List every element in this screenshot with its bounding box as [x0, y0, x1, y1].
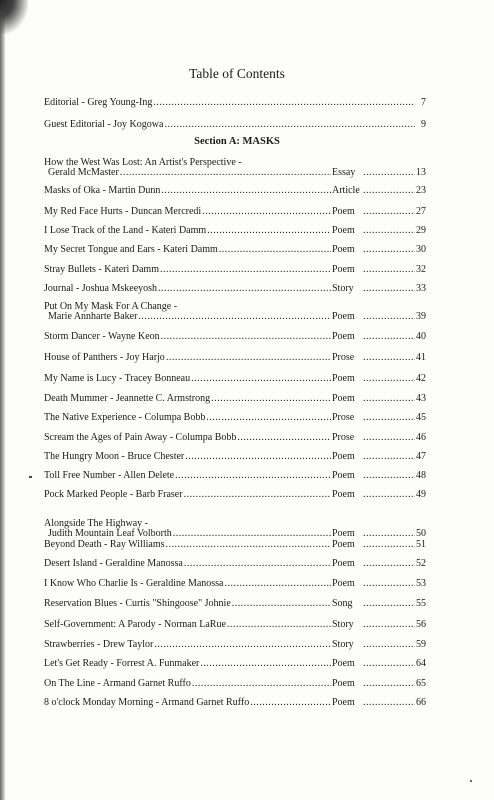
- entry-title: House of Panthers - Joy Harjo: [44, 352, 165, 363]
- entry-title: Storm Dancer - Wayne Keon: [44, 331, 160, 342]
- dot-leader: [164, 120, 415, 130]
- entry-page-number: 50: [416, 528, 426, 539]
- entry-title: Marie Annharte Baker: [48, 311, 138, 322]
- entry-title: Stray Bullets - Kateri Damm: [44, 264, 159, 275]
- dot-leader: [363, 284, 415, 294]
- toc-entry: [44, 519, 426, 539]
- dot-leader: [161, 332, 331, 342]
- dot-leader: [363, 599, 415, 609]
- entry-title: Self-Government: A Parody - Norman LaRue: [44, 619, 226, 630]
- entry-title: Scream the Ages of Pain Away - Columpa Bobb: [44, 432, 237, 443]
- entry-type: Story: [332, 283, 354, 294]
- dot-leader: [363, 413, 415, 423]
- entry-page-number: 65: [416, 678, 426, 689]
- dot-leader: [363, 207, 415, 217]
- toc-entry: [44, 413, 426, 423]
- entry-title: On The Line - Armand Garnet Ruffo: [44, 678, 191, 689]
- dot-leader: [363, 698, 415, 708]
- scan-speck: [470, 780, 472, 782]
- entry-page-number: 32: [416, 264, 426, 275]
- entry-type: Article: [332, 185, 360, 196]
- entry-page-number: 66: [416, 697, 426, 708]
- toc-entry: [44, 265, 426, 275]
- entry-title: Pock Marked People - Barb Fraser: [44, 489, 183, 500]
- page-title: Table of Contents: [189, 66, 285, 81]
- dot-leader: [175, 471, 331, 481]
- entry-type: Poem: [332, 578, 355, 589]
- dot-leader: [363, 559, 415, 569]
- dot-leader: [363, 332, 415, 342]
- toc-entry: [44, 679, 426, 689]
- dot-leader: [363, 265, 415, 275]
- entry-type: Poem: [332, 264, 355, 275]
- toc-entry: [44, 98, 426, 108]
- entry-page-number: 59: [416, 639, 426, 650]
- entry-page-number: 46: [416, 432, 426, 443]
- toc-entry: [44, 226, 426, 236]
- dot-leader: [184, 559, 331, 569]
- dot-leader: [363, 529, 415, 539]
- dot-leader: [363, 620, 415, 630]
- entry-title: Editorial - Greg Young-Ing: [44, 97, 153, 108]
- dot-leader: [219, 245, 331, 255]
- dot-leader: [363, 245, 415, 255]
- entry-type: Story: [332, 619, 354, 630]
- entry-page-number: 64: [416, 658, 426, 669]
- entry-type: Story: [332, 639, 354, 650]
- entry-type: Poem: [332, 489, 355, 500]
- toc-entry: [44, 353, 426, 363]
- dot-leader: [161, 186, 331, 196]
- toc-entry: [44, 471, 426, 481]
- entry-page-number: 7: [421, 97, 426, 108]
- toc-entry: [44, 245, 426, 255]
- entry-page-number: 53: [416, 578, 426, 589]
- entry-title: Toll Free Number - Allen Delete: [44, 470, 175, 481]
- dot-leader: [184, 490, 331, 500]
- toc-entry: [44, 207, 426, 217]
- entry-title: Death Mummer - Jeannette C. Armstrong: [44, 393, 211, 404]
- entry-title: Beyond Death - Ray Williams: [44, 539, 165, 550]
- dot-leader: [158, 284, 331, 294]
- entry-type: Poem: [332, 470, 355, 481]
- toc-entry: [44, 490, 426, 500]
- entry-title: My Name is Lucy - Tracey Bonneau: [44, 373, 191, 384]
- dot-leader: [237, 433, 331, 443]
- entry-page-number: 23: [416, 185, 426, 196]
- entry-title: Reservation Blues - Curtis "Shingoose" Johnie: [44, 598, 231, 609]
- dot-leader: [202, 207, 331, 217]
- dot-leader: [227, 620, 331, 630]
- entry-type: Poem: [332, 558, 355, 569]
- dot-leader: [232, 599, 331, 609]
- entry-title: Judith Mountain Leaf Volborth: [48, 528, 172, 539]
- entry-type: Poem: [332, 678, 355, 689]
- entry-page-number: 42: [416, 373, 426, 384]
- entry-type: Poem: [332, 331, 355, 342]
- dot-leader: [363, 433, 415, 443]
- entry-title: 8 o'clock Monday Morning - Armand Garnet Ruffo: [44, 697, 250, 708]
- toc-entry: [44, 284, 426, 294]
- toc-entry: [44, 374, 426, 384]
- entry-type: Poem: [332, 373, 355, 384]
- dot-leader: [191, 374, 331, 384]
- section-heading: Section A: MASKS: [194, 136, 280, 147]
- dot-leader: [166, 540, 331, 550]
- entry-page-number: 39: [416, 311, 426, 322]
- entry-page-number: 9: [421, 119, 426, 130]
- entry-title: My Red Face Hurts - Duncan Mercredi: [44, 206, 202, 217]
- toc-entry: [44, 659, 426, 669]
- entry-page-number: 49: [416, 489, 426, 500]
- dot-leader: [211, 394, 331, 404]
- entry-title: I Lose Track of the Land - Kateri Damm: [44, 225, 207, 236]
- toc-entry: [44, 332, 426, 342]
- toc-entry: [44, 579, 426, 589]
- entry-type: Prose: [332, 432, 355, 443]
- toc-entry: [44, 599, 426, 609]
- dot-leader: [363, 471, 415, 481]
- dot-leader: [363, 168, 415, 178]
- toc-entry: [44, 394, 426, 404]
- entry-type: Poem: [332, 528, 355, 539]
- dot-leader: [138, 312, 331, 322]
- entry-type: Poem: [332, 225, 355, 236]
- entry-page-number: 13: [416, 167, 426, 178]
- dot-leader: [160, 265, 331, 275]
- dot-leader: [363, 640, 415, 650]
- toc-entry: [44, 158, 426, 178]
- dot-leader: [363, 679, 415, 689]
- entry-title: Let's Get Ready - Forrest A. Funmaker: [44, 658, 200, 669]
- dot-leader: [363, 312, 415, 322]
- entry-title-line1: Put On My Mask For A Change -: [44, 301, 178, 312]
- entry-title: The Native Experience - Columpa Bobb: [44, 412, 206, 423]
- dot-leader: [363, 374, 415, 384]
- scan-speck: [29, 476, 32, 478]
- scan-corner-mark: [0, 0, 28, 34]
- dot-leader: [363, 452, 415, 462]
- toc-entry: [44, 698, 426, 708]
- entry-type: Poem: [332, 393, 355, 404]
- dot-leader: [363, 490, 415, 500]
- entry-title: Strawberries - Drew Taylor: [44, 639, 154, 650]
- dot-leader: [185, 452, 331, 462]
- dot-leader: [225, 579, 332, 589]
- entry-page-number: 33: [416, 283, 426, 294]
- dot-leader: [250, 698, 331, 708]
- entry-page-number: 43: [416, 393, 426, 404]
- dot-leader: [154, 640, 331, 650]
- toc-entry: [44, 559, 426, 569]
- entry-type: Poem: [332, 311, 355, 322]
- entry-page-number: 30: [416, 244, 426, 255]
- entry-type: Poem: [332, 539, 355, 550]
- entry-title-line1: Alongside The Highway -: [44, 518, 148, 529]
- entry-title: Guest Editorial - Joy Kogowa: [44, 119, 164, 130]
- entry-page-number: 47: [416, 451, 426, 462]
- entry-title: Gerald McMaster: [48, 167, 119, 178]
- scan-edge-shadow: [0, 0, 5, 800]
- dot-leader: [363, 540, 415, 550]
- dot-leader: [206, 413, 331, 423]
- dot-leader: [363, 579, 415, 589]
- entry-type: Poem: [332, 697, 355, 708]
- toc-entry: [44, 302, 426, 322]
- entry-page-number: 40: [416, 331, 426, 342]
- entry-type: Song: [332, 598, 353, 609]
- entry-type: Poem: [332, 206, 355, 217]
- entry-page-number: 45: [416, 412, 426, 423]
- toc-entry: [44, 620, 426, 630]
- dot-leader: [363, 394, 415, 404]
- entry-page-number: 52: [416, 558, 426, 569]
- toc-entry: [44, 640, 426, 650]
- entry-title: Masks of Oka - Martin Dunn: [44, 185, 161, 196]
- entry-title-line1: How the West Was Lost: An Artist's Perspective -: [44, 157, 242, 168]
- entry-type: Poem: [332, 451, 355, 462]
- entry-type: Prose: [332, 412, 355, 423]
- entry-title: Journal - Joshua Mskeeyosh: [44, 283, 158, 294]
- entry-type: Poem: [332, 244, 355, 255]
- entry-page-number: 48: [416, 470, 426, 481]
- dot-leader: [207, 226, 331, 236]
- entry-title: Desert Island - Geraldine Manossa: [44, 558, 183, 569]
- toc-entry: [44, 540, 426, 550]
- entry-type: Prose: [332, 352, 355, 363]
- dot-leader: [200, 659, 331, 669]
- entry-title: My Secret Tongue and Ears - Kateri Damm: [44, 244, 218, 255]
- dot-leader: [166, 353, 331, 363]
- entry-type: Essay: [332, 167, 356, 178]
- toc-entry: [44, 452, 426, 462]
- dot-leader: [120, 168, 331, 178]
- entry-page-number: 41: [416, 352, 426, 363]
- entry-page-number: 51: [416, 539, 426, 550]
- entry-title: The Hungry Moon - Bruce Chester: [44, 451, 185, 462]
- dot-leader: [363, 659, 415, 669]
- dot-leader: [363, 353, 415, 363]
- dot-leader: [173, 529, 331, 539]
- entry-page-number: 27: [416, 206, 426, 217]
- dot-leader: [153, 98, 415, 108]
- dot-leader: [363, 226, 415, 236]
- entry-type: Poem: [332, 658, 355, 669]
- toc-entry: [44, 186, 426, 196]
- dot-leader: [363, 186, 415, 196]
- toc-entry: [44, 120, 426, 130]
- entry-page-number: 55: [416, 598, 426, 609]
- entry-page-number: 56: [416, 619, 426, 630]
- entry-page-number: 29: [416, 225, 426, 236]
- dot-leader: [192, 679, 331, 689]
- toc-entry: [44, 433, 426, 443]
- entry-title: I Know Who Charlie Is - Geraldine Manossa: [44, 578, 224, 589]
